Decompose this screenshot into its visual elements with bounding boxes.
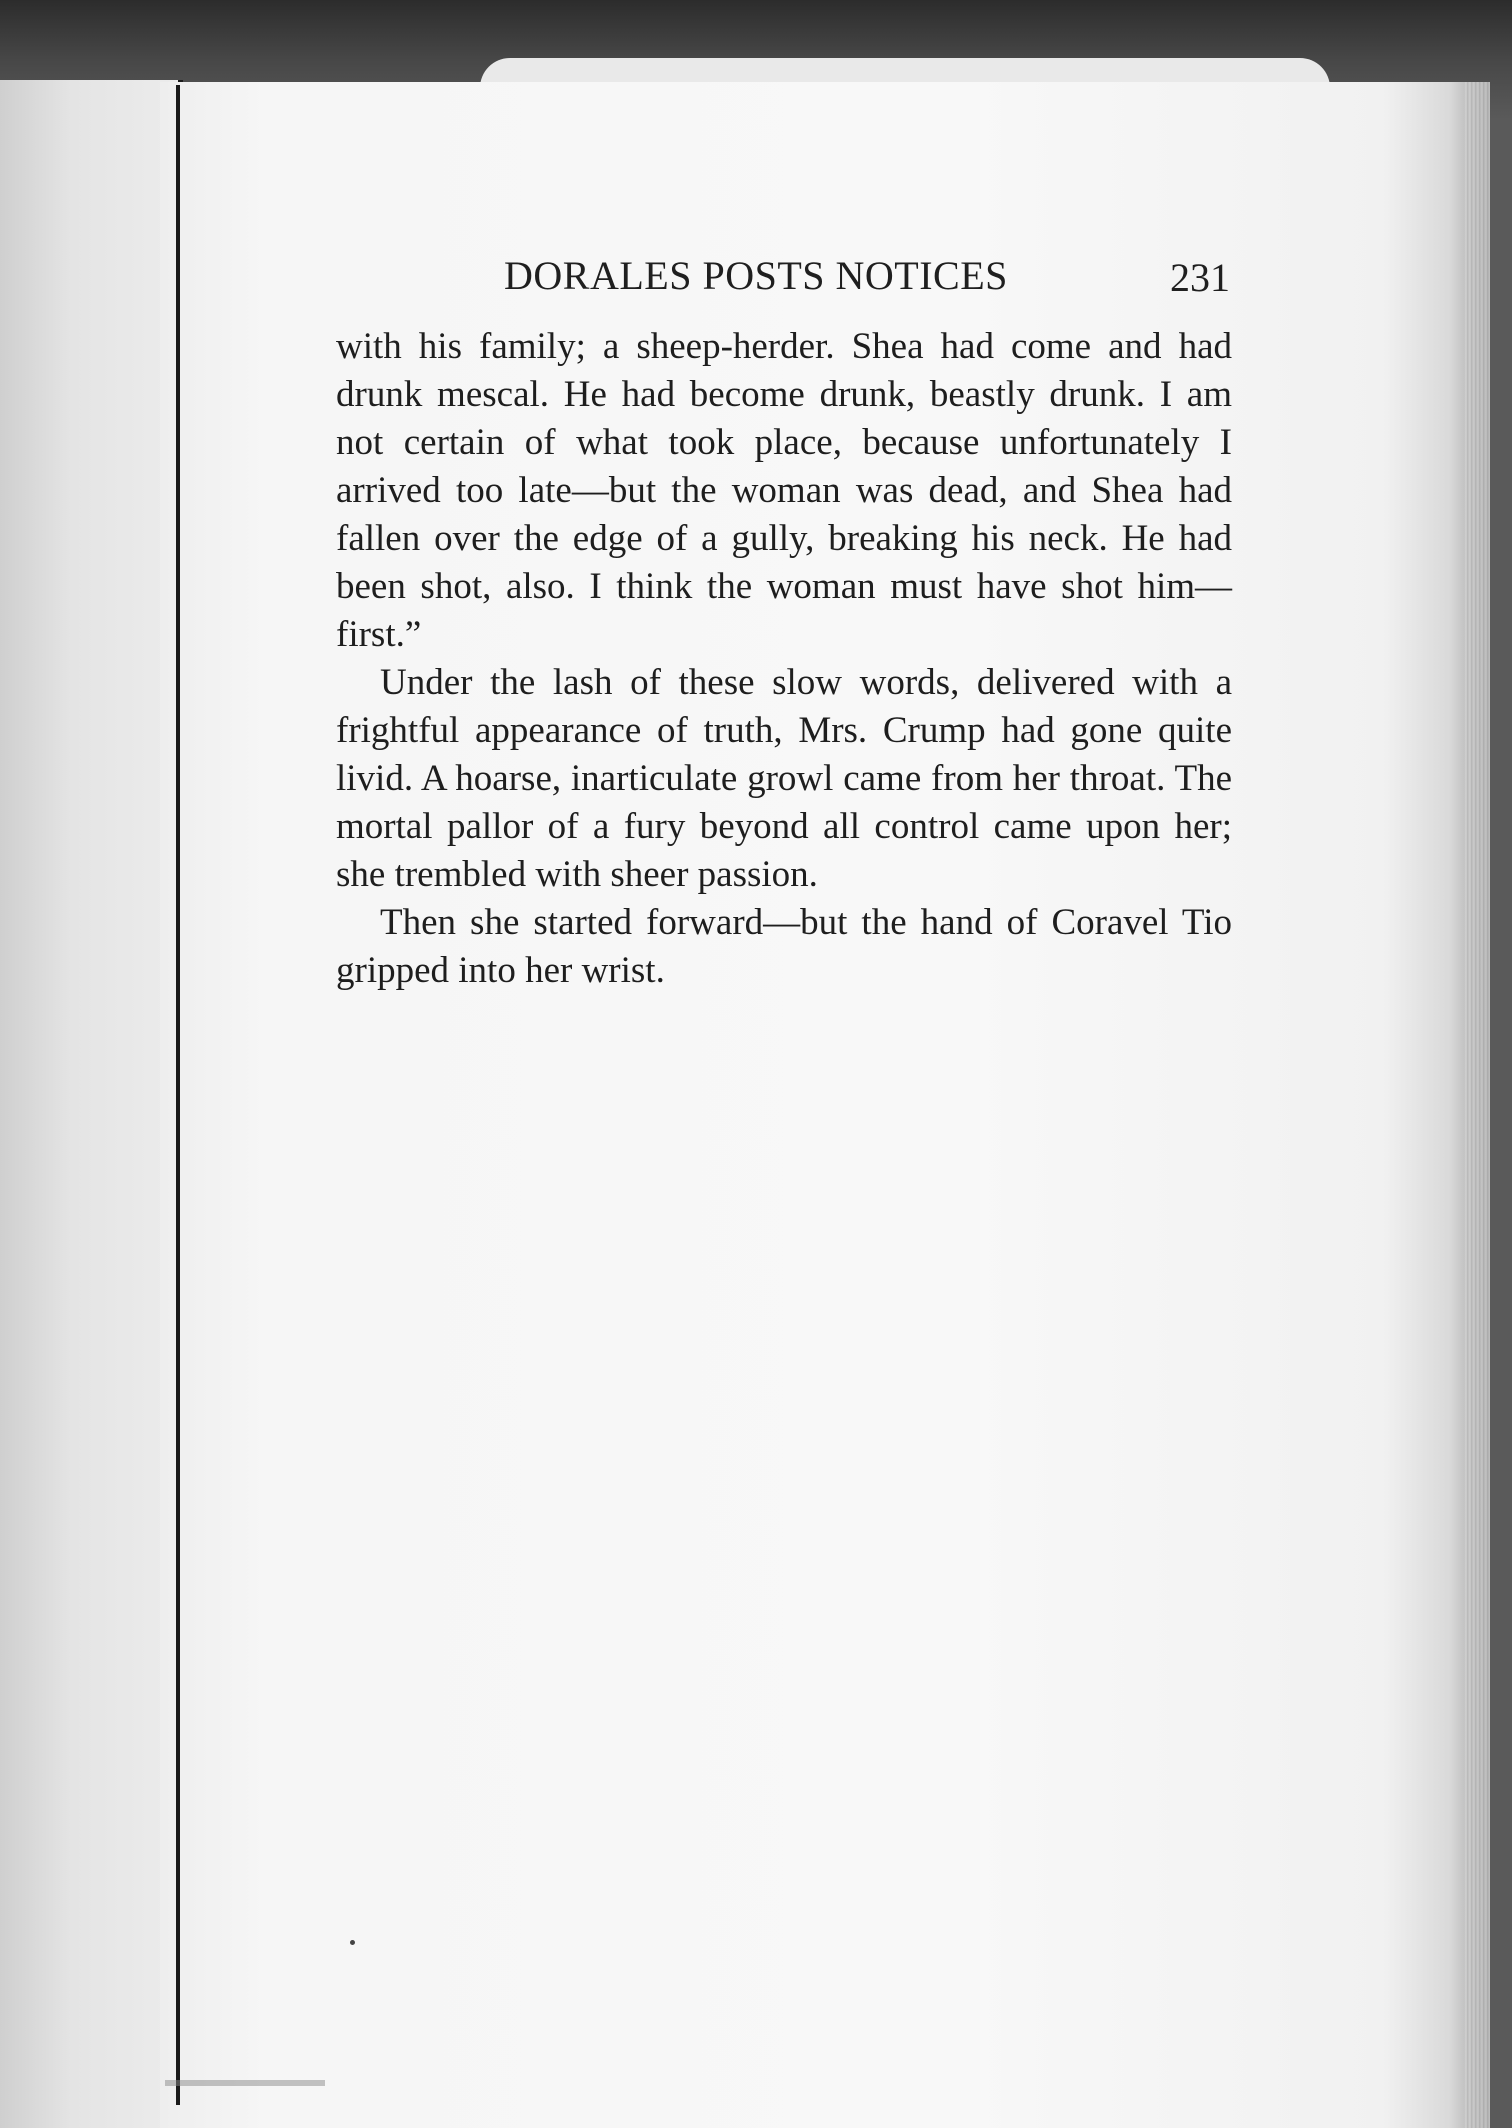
running-head-title: DORALES POSTS NOTICES xyxy=(504,253,1008,298)
paragraph: Then she started forward—but the hand of Coravel Tio gripped into her wrist. xyxy=(336,902,1232,991)
paragraph: with his family; a sheep-herder. Shea had come and had drunk mescal. He had become drunk, beastly drunk. I am not certain of what took place, because unfortunately I arrived too late—but the woman was dead, and Shea had fallen over the edge of a gully, breaking his neck. He had been shot, also. I think the woman must have shot him—first.” xyxy=(336,326,1232,655)
page-smudge xyxy=(165,2080,325,2086)
facing-page-edge xyxy=(0,80,183,2128)
running-head xyxy=(336,252,1236,312)
paragraph: Under the lash of these slow words, delivered with a frightful appearance of truth, Mrs. Crump had gone quite livid. A hoarse, inarticulate growl came from her throat. The mortal pallor of a fury beyond all control came upon her; she trembled with sheer passion. xyxy=(336,662,1232,895)
gutter-line xyxy=(176,85,180,2105)
body-text xyxy=(336,323,1232,995)
ink-speck xyxy=(350,1940,355,1945)
page-number: 231 xyxy=(1170,255,1230,300)
page-stack-edge xyxy=(1464,82,1490,2128)
